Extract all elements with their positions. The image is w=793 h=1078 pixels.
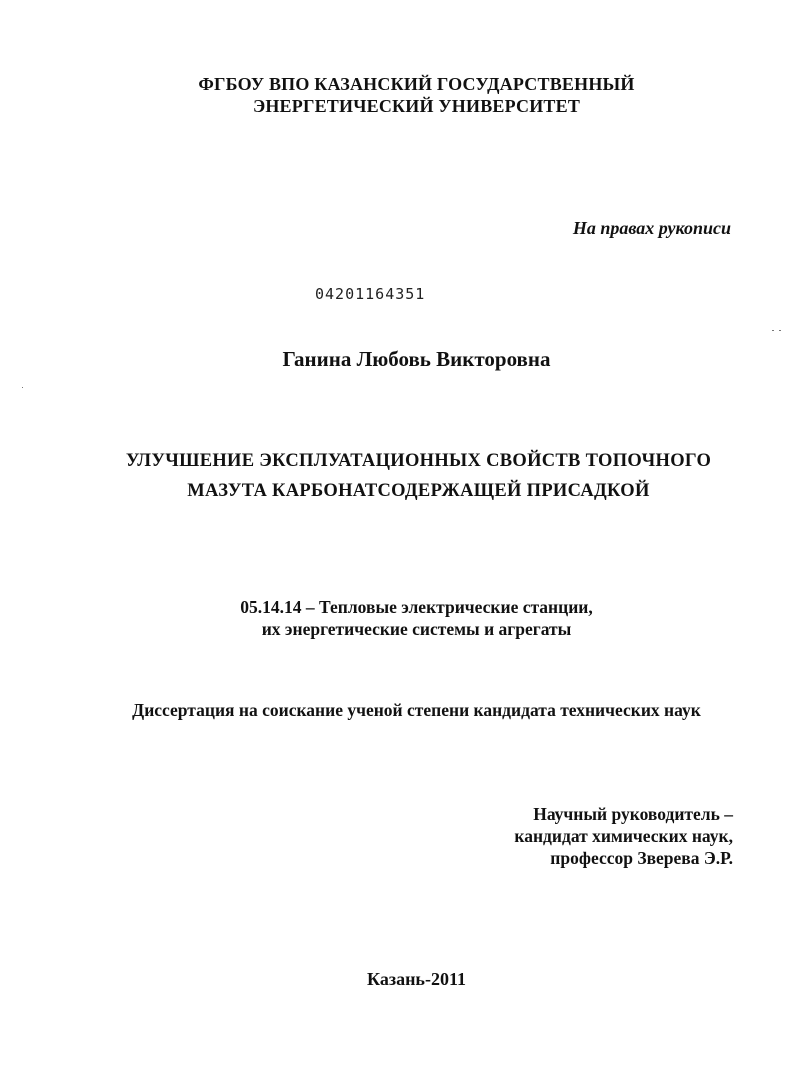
supervisor-line-2: кандидат химических наук, — [514, 826, 733, 846]
dissertation-type: Диссертация на соискание ученой степени кандидата технических наук — [132, 700, 701, 720]
specialty-line-1: 05.14.14 – Тепловые электрические станции, — [240, 597, 593, 617]
scan-speck — [779, 330, 781, 331]
institution-line-1: ФГБОУ ВПО КАЗАНСКИЙ ГОСУДАРСТВЕННЫЙ — [198, 74, 635, 94]
dissertation-title-line-1: УЛУЧШЕНИЕ ЭКСПЛУАТАЦИОННЫХ СВОЙСТВ ТОПОЧНОГО — [125, 451, 712, 471]
institution-line-2: ЭНЕРГЕТИЧЕСКИЙ УНИВЕРСИТЕТ — [252, 96, 581, 116]
manuscript-note: На правах рукописи — [572, 218, 731, 238]
registration-number: 04201164351 — [315, 285, 426, 303]
scan-speck — [22, 387, 23, 388]
supervisor-line-3: профессор Зверева Э.Р. — [550, 848, 733, 868]
scan-speck — [772, 330, 774, 331]
supervisor-line-1: Научный руководитель – — [533, 804, 733, 824]
specialty-line-2: их энергетические системы и агрегаты — [261, 619, 572, 639]
city-year: Казань-2011 — [367, 969, 466, 989]
dissertation-title-line-2: МАЗУТА КАРБОНАТСОДЕРЖАЩЕЙ ПРИСАДКОЙ — [187, 481, 650, 501]
author-name: Ганина Любовь Викторовна — [282, 347, 551, 371]
